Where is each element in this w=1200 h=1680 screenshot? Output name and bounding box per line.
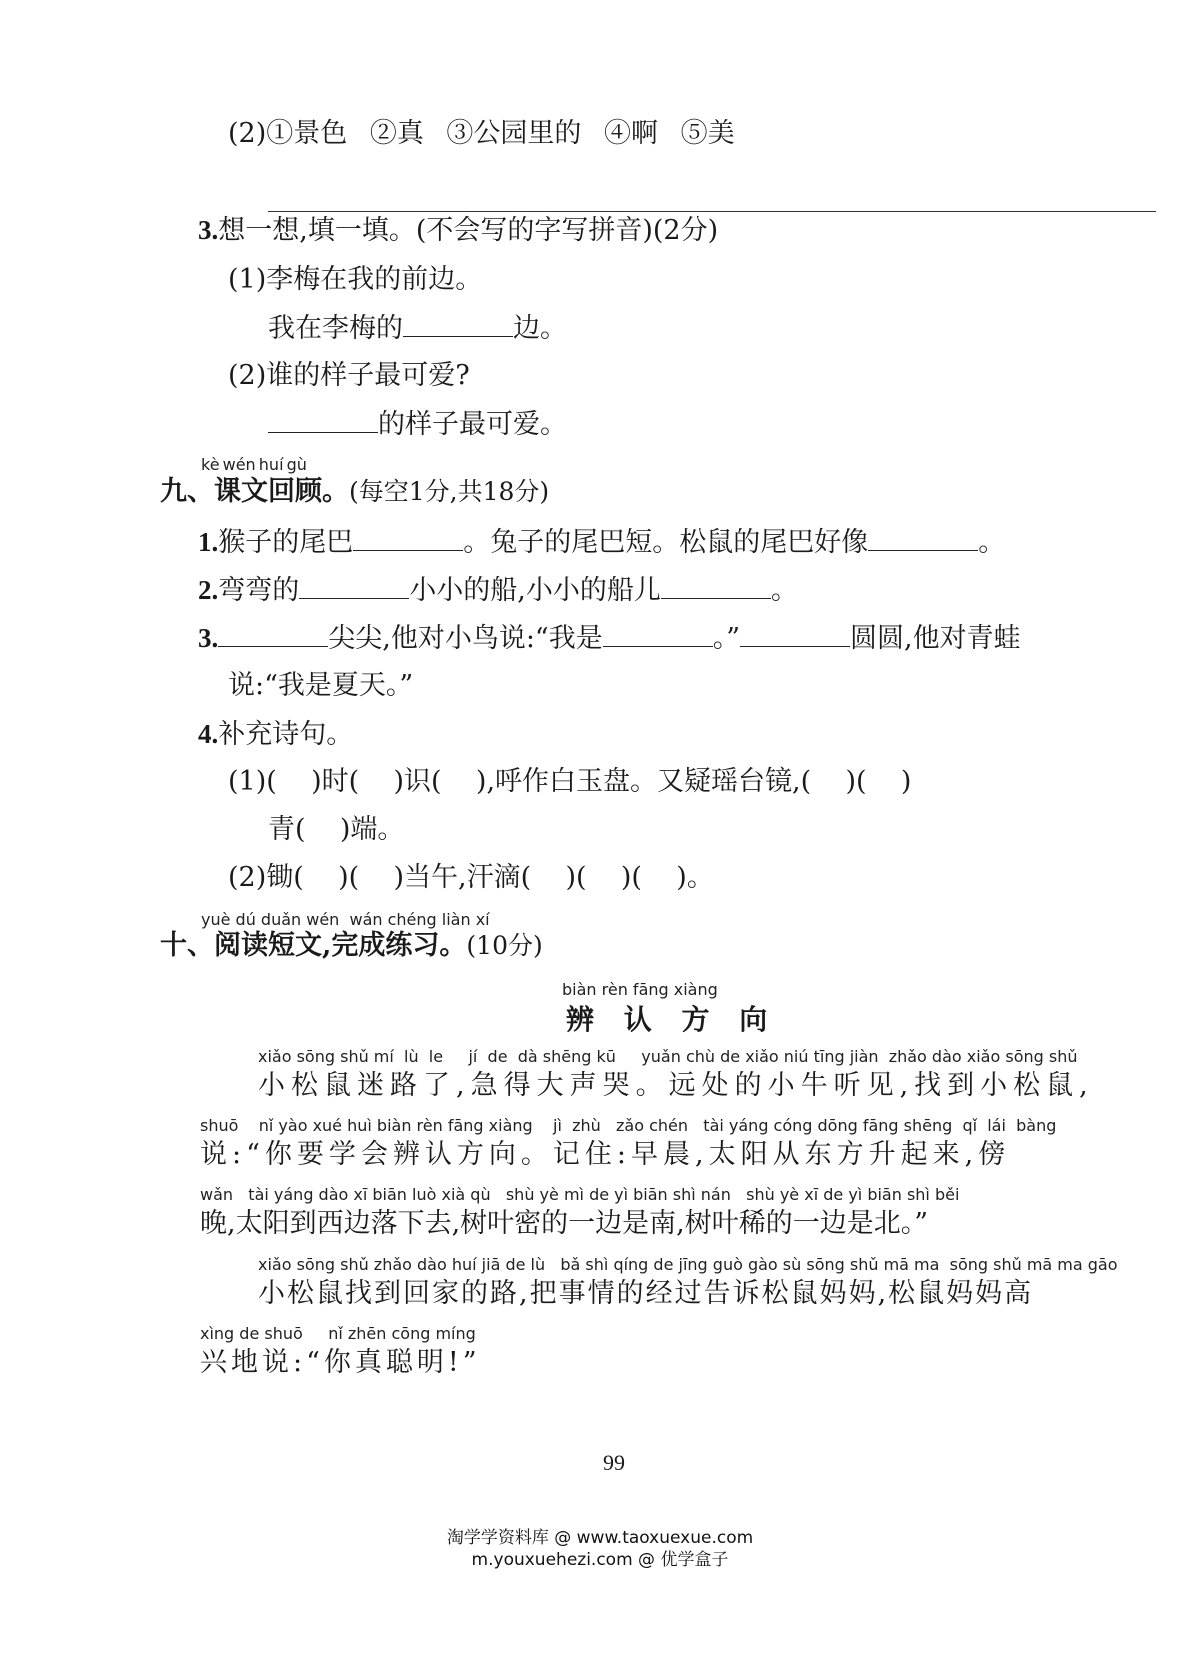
q3-item1-answer-prefix: 我在李梅的 (268, 313, 403, 344)
sec10-pinyin: yuè dú duǎn wén wán chéng liàn xí (201, 910, 490, 929)
story-title: 辨 认 方 向 (566, 1003, 778, 1036)
sec9-q4 (198, 716, 353, 753)
sec9-q3-text-c: 圆圆,他对青蛙 (850, 623, 1021, 654)
sec10-heading (160, 928, 543, 964)
page-number: 99 (603, 1450, 625, 1475)
story-line4-pinyin: xiǎo sōng shǔ zhǎo dào huí jiā de lù bǎ shì qíng de jīng guò gào sù sōng shǔ mā ma sōng shǔ mā ma gāo (258, 1255, 1118, 1274)
story-line2: 说:“你要学会辨认方向。记住:早晨,太阳从东方升起来,傍 (200, 1139, 1011, 1170)
sec9-title: 九、课文回顾。 (160, 476, 349, 507)
story-line5: 兴地说:“你真聪明!” (200, 1347, 481, 1378)
fill-blank[interactable] (868, 524, 978, 551)
sec9-q4-prompt: 补充诗句。 (218, 719, 354, 750)
story-line5-pinyin: xìng de shuō nǐ zhēn cōng míng (200, 1324, 476, 1343)
fill-blank[interactable] (740, 620, 850, 647)
sec9-q1-text-b: 。兔子的尾巴短。松鼠的尾巴好像 (463, 527, 869, 558)
sec9-q1-text-c: 。 (978, 527, 1006, 558)
story-line3-pinyin: wǎn tài yáng dào xī biān luò xià qù shù yè mì de yì biān shì nán shù yè xī de yì biān shì běi (200, 1185, 960, 1204)
fill-blank[interactable] (661, 572, 771, 599)
story-line2-pinyin: shuō nǐ yào xué huì biàn rèn fāng xiàng jì zhù zǎo chén tài yáng cóng dōng fāng shēng qǐ lái bàng (200, 1116, 1057, 1135)
q3-number: 3. (198, 215, 219, 245)
sec9-q4-item2: (2)锄( )( )当午,汗滴( )( )( )。 (228, 862, 714, 893)
sec10-score: (10分) (466, 931, 543, 960)
footer-watermark-line1: 淘学学资料库 @ www.taoxuexue.com (446, 1528, 754, 1548)
sec9-q4-number: 4. (198, 719, 219, 749)
q3-item1-answer (268, 310, 567, 347)
sec9-score: (每空1分,共18分) (349, 477, 550, 506)
sec9-heading (160, 474, 549, 510)
story-line1: 小松鼠迷路了,急得大声哭。远处的小牛听见,找到小松鼠, (258, 1070, 1094, 1101)
sec9-q3-text-a: 尖尖,他对小鸟说:“我是 (328, 623, 603, 654)
sec9-q4-item1: (1)( )时( )识( ),呼作白玉盘。又疑瑶台镜,( )( ) (228, 766, 912, 797)
story-title-pinyin: biàn rèn fāng xiàng (562, 980, 718, 999)
fill-blank[interactable] (603, 620, 713, 647)
fill-blank[interactable] (353, 524, 463, 551)
fill-blank[interactable] (218, 620, 328, 647)
q3-item1-answer-suffix: 边。 (513, 313, 567, 344)
fill-blank[interactable] (299, 572, 409, 599)
fill-blank[interactable] (403, 310, 513, 337)
q3-prompt: 想一想,填一填。(不会写的字写拼音)(2分) (218, 215, 719, 246)
q3-item2-answer-text: 的样子最可爱。 (378, 409, 567, 440)
sec9-q2-text-a: 弯弯的 (218, 575, 300, 606)
sec9-q1 (198, 524, 1005, 561)
sec9-q2-text-b: 小小的船,小小的船儿 (409, 575, 661, 606)
sec9-q2 (198, 572, 798, 609)
sec9-pinyin: kè wén huí gù (201, 455, 307, 474)
q3-item2: (2)谁的样子最可爱? (228, 360, 470, 391)
q3-item1: (1)李梅在我的前边。 (228, 264, 483, 295)
story-line4: 小松鼠找到回家的路,把事情的经过告诉松鼠妈妈,松鼠妈妈高 (258, 1278, 1034, 1309)
sec9-q1-number: 1. (198, 527, 219, 557)
sec9-q3 (198, 620, 1021, 657)
story-line1-pinyin: xiǎo sōng shǔ mí lù le jí de dà shēng kū yuǎn chù de xiǎo niú tīng jiàn zhǎo dào xiǎo sōng shǔ (258, 1047, 1078, 1066)
sec10-title: 十、阅读短文,完成练习。 (160, 930, 467, 961)
sec9-q1-text-a: 猴子的尾巴 (218, 527, 354, 558)
q2-item2-words: (2)①景色 ②真 ③公园里的 ④啊 ⑤美 (228, 118, 735, 149)
sec9-q3-text-b: 。” (712, 623, 741, 654)
sec9-q3-number: 3. (198, 623, 219, 653)
sec9-q2-number: 2. (198, 575, 219, 605)
sec9-q3-line2: 说:“我是夏天。” (228, 670, 414, 701)
sec9-q4-item1-line2: 青( )端。 (268, 814, 405, 845)
footer-watermark-line2: m.youxuehezi.com @ 优学盒子 (471, 1550, 729, 1570)
q3-item2-answer (268, 406, 567, 443)
q3-heading (198, 212, 718, 249)
fill-blank[interactable] (268, 406, 378, 433)
sec9-q2-text-c: 。 (770, 575, 798, 606)
story-line3: 晚,太阳到西边落下去,树叶密的一边是南,树叶稀的一边是北。” (200, 1208, 929, 1239)
